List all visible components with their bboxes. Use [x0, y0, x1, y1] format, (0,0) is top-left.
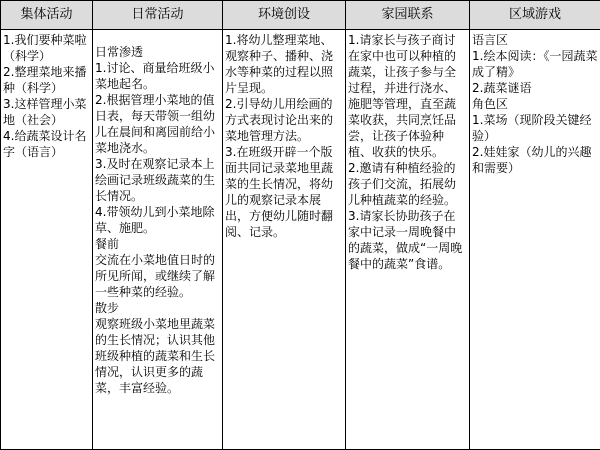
family-item: 1.请家长与孩子商讨在家中也可以种植的蔬菜，让孩子参与全过程，并进行浇水、施肥等管理，直至蔬菜收获，共同烹饪品尝，让孩子体验种植、收获的快乐。 [348, 33, 457, 159]
header-family: 家园联系 [346, 1, 470, 30]
family-cell [346, 30, 470, 450]
header-environment: 环境创设 [223, 1, 346, 30]
environment-item: 1.将幼儿整理菜地、观察种子、播种、浇水等种菜的过程以照片呈现。 [225, 33, 334, 95]
area-item: 2.娃娃家（幼儿的兴趣和需要） [472, 145, 592, 175]
area-cell [470, 30, 600, 450]
header-collective: 集体活动 [1, 1, 93, 30]
collective-cell [1, 30, 93, 450]
family-item: 3.请家长协助孩子在家中记录一周晚餐中的蔬菜，做成“一周晚餐中的蔬菜”食谱。 [348, 209, 463, 271]
daily-section-title: 散步 [95, 301, 120, 315]
area-item: 1.菜场（现阶段关键经验） [472, 113, 592, 143]
content-row [1, 30, 600, 450]
environment-cell [223, 30, 346, 450]
area-section-title: 角色区 [472, 97, 509, 111]
header-area: 区域游戏 [470, 1, 600, 30]
collective-item: 3.这样管理小菜地（社会） [3, 97, 87, 127]
daily-item: 4.带领幼儿到小菜地除草、施肥。 [95, 205, 215, 235]
area-item: 1.绘本阅读：《一园蔬菜成了精》 [472, 49, 598, 79]
daily-item: 3.及时在观察记录本上绘画记录班级蔬菜的生长情况。 [95, 157, 216, 203]
collective-item: 2.整理菜地来播种（科学） [3, 65, 87, 95]
daily-section-title: 餐前 [95, 237, 120, 251]
area-item: 2.蔬菜谜语 [472, 81, 532, 95]
header-row [1, 1, 600, 30]
environment-item: 3.在班级开辟一个版面共同记录菜地里蔬菜的生长情况，将幼儿的观察记录本展出，方便幼儿随时翻阅、记录。 [225, 145, 334, 239]
collective-item: 4.给蔬菜设计名字（语言） [3, 129, 87, 159]
daily-item: 交流在小菜地值日时的所见所闻，或继续了解一些种菜的经验。 [95, 253, 216, 299]
family-item: 2.邀请有种植经验的孩子们交流，拓展幼儿种植蔬菜的经验。 [348, 161, 457, 207]
daily-item: 1.讨论、商量给班级小菜地起名。 [95, 61, 215, 91]
daily-cell [93, 30, 223, 450]
daily-item: 2.根据管理小菜地的值日表，每天带领一组幼儿在晨间和离园前给小菜地浇水。 [95, 93, 216, 155]
area-section-title: 语言区 [472, 33, 509, 47]
daily-item: 观察班级小菜地里蔬菜的生长情况；认识其他班级种植的蔬菜和生长情况，认识更多的蔬菜，丰富经验。 [95, 317, 216, 395]
header-daily: 日常活动 [93, 1, 223, 30]
daily-section-title: 日常渗透 [95, 45, 144, 59]
collective-item: 1.我们要种菜啦（科学） [3, 33, 87, 63]
environment-item: 2.引导幼儿用绘画的方式表现讨论出来的菜地管理方法。 [225, 97, 334, 143]
